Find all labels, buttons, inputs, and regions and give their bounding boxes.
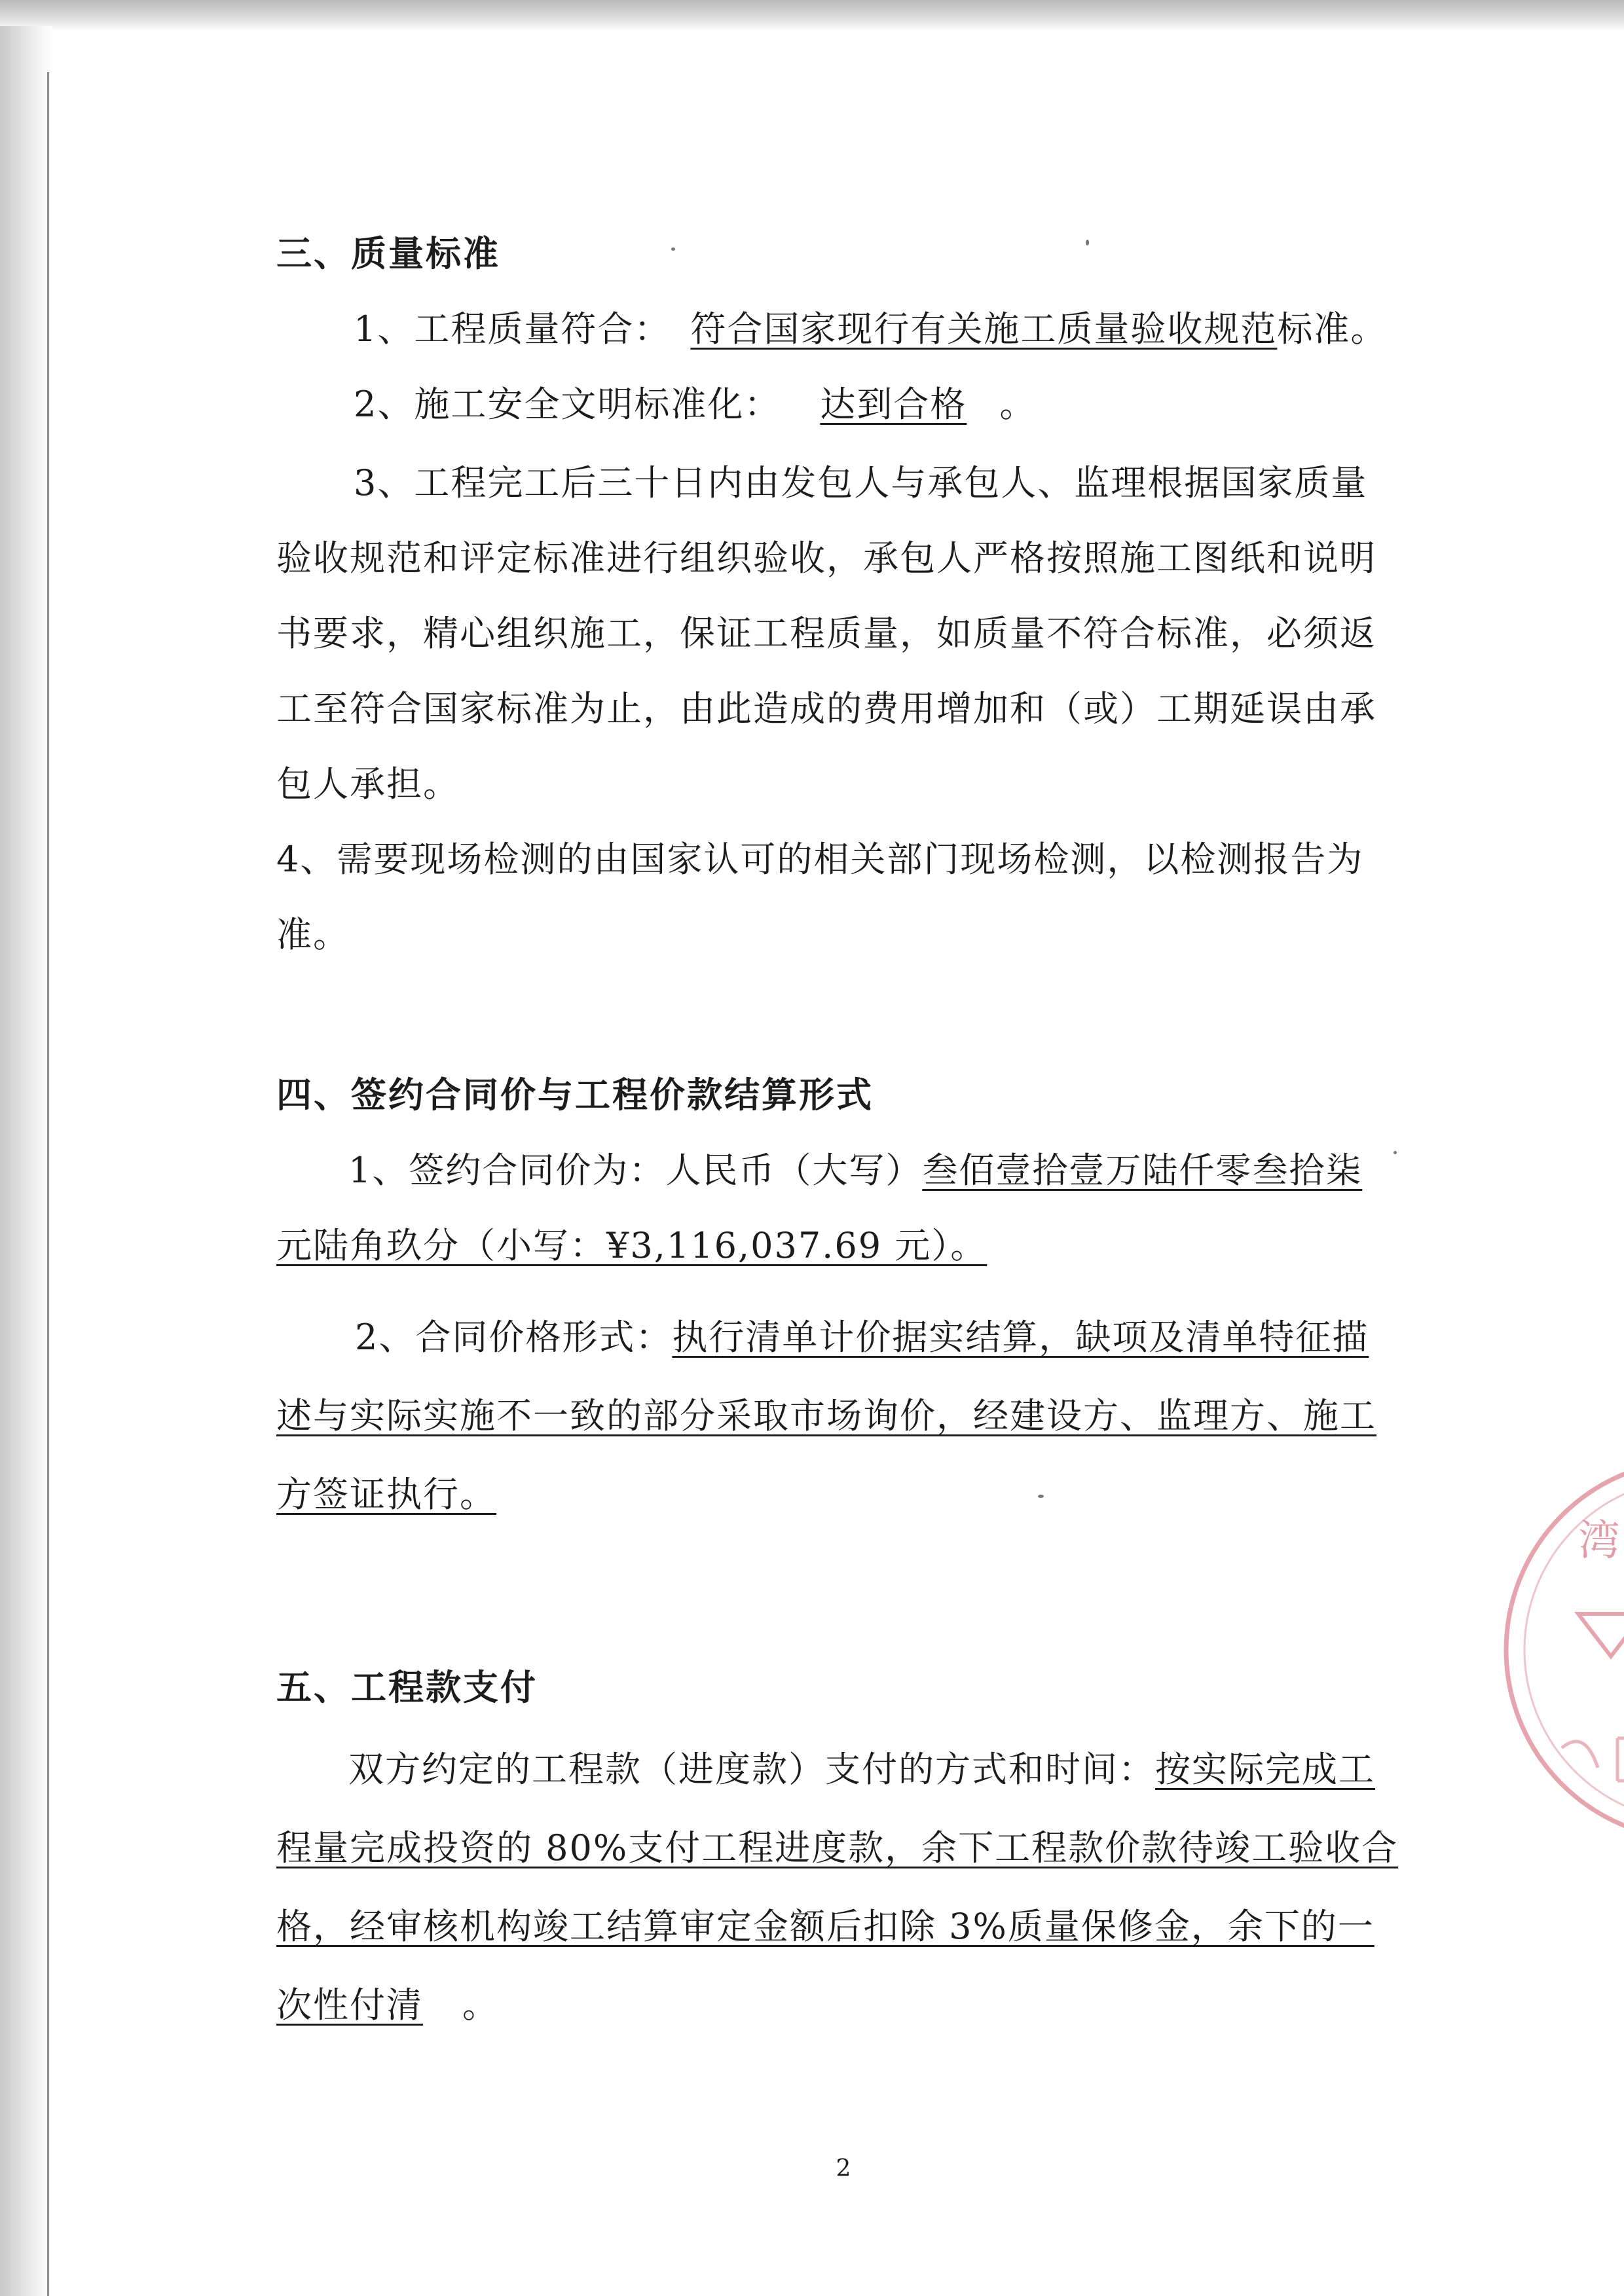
price-form-value-cont: 述与实际实施不一致的部分采取市场询价，经建设方、监理方、施工 — [276, 1395, 1376, 1436]
quality-item-2-label: 2、施工安全文明标准化： — [354, 384, 781, 425]
price-form-line — [355, 1311, 1547, 1364]
contract-price-amount-cont: 元陆角玖分（小写：¥3,116,037.69 元）。 — [276, 1225, 987, 1266]
quality-item-1-suffix: 标准。 — [1277, 308, 1388, 350]
contract-price-label: 1、签约合同价为：人民币（大写） — [348, 1150, 923, 1191]
contract-price-amount: 叁佰壹拾壹万陆仟零叁拾柒 — [922, 1150, 1363, 1191]
quality-item-1-value: 符合国家现行有关施工质量验收规范 — [690, 308, 1278, 350]
quality-item-3-line: 验收规范和评定标准进行组织验收，承包人严格按照施工图纸和说明 — [276, 538, 1376, 579]
payment-line-3 — [276, 1901, 1468, 1953]
scan-shadow-top — [0, 0, 1624, 31]
page-number: 2 — [836, 2155, 851, 2182]
price-form-label: 2、合同价格形式： — [355, 1317, 673, 1358]
scan-speck — [1086, 240, 1089, 246]
quality-item-1 — [354, 303, 1545, 355]
quality-item-2-suffix: 。 — [999, 384, 1037, 425]
payment-terms-cont: 程量完成投资的 80%支付工程进度款，余下工程款价款待竣工验收合 — [276, 1827, 1399, 1868]
quality-item-3-line: 工至符合国家标准为止，由此造成的费用增加和（或）工期延误由承 — [276, 688, 1376, 729]
contract-price-line — [348, 1144, 1540, 1197]
quality-item-3-line: 包人承担。 — [276, 763, 460, 805]
official-seal-partial — [1500, 1440, 1624, 1859]
payment-terms-cont: 次性付清 — [276, 1984, 423, 2026]
section-heading-payment: 五、工程款支付 — [276, 1667, 538, 1708]
document-page — [52, 31, 1624, 2296]
quality-item-4-line: 4、需要现场检测的由国家认可的相关部门现场检测，以检测报告为 — [276, 839, 1364, 880]
price-form-value: 执行清单计价据实结算，缺项及清单特征描 — [672, 1317, 1369, 1358]
section-heading-contract-price: 四、签约合同价与工程价款结算形式 — [276, 1074, 874, 1116]
payment-label: 双方约定的工程款（进度款）支付的方式和时间： — [348, 1749, 1155, 1790]
seal-character: 湾 — [1578, 1517, 1620, 1565]
payment-line-2 — [276, 1822, 1468, 1874]
payment-terms-cont: 格，经审核机构竣工结算审定金额后扣除 3%质量保修金，余下的一 — [276, 1906, 1375, 1947]
quality-item-2 — [354, 378, 1545, 431]
scan-speck — [1038, 1495, 1044, 1498]
section-heading-quality: 三、质量标准 — [276, 233, 500, 274]
payment-line-4 — [276, 1979, 1468, 2032]
scan-speck — [1393, 1151, 1397, 1154]
page-edge — [47, 72, 49, 2296]
payment-line-1 — [348, 1743, 1540, 1796]
quality-item-1-label: 1、工程质量符合： — [354, 308, 671, 350]
payment-terms: 按实际完成工 — [1155, 1749, 1375, 1790]
quality-item-3-line: 书要求，精心组织施工，保证工程质量，如质量不符合标准，必须返 — [276, 613, 1376, 654]
payment-suffix: 。 — [462, 1984, 499, 2026]
contract-price-line-2 — [276, 1220, 1468, 1272]
quality-item-3-line: 3、工程完工后三十日内由发包人与承包人、监理根据国家质量 — [354, 462, 1368, 503]
scan-speck — [671, 247, 675, 251]
quality-item-4-line: 准。 — [276, 914, 350, 955]
scan-shadow-left — [0, 26, 52, 2296]
price-form-line-2 — [276, 1390, 1468, 1442]
quality-item-2-value: 达到合格 — [820, 384, 967, 425]
price-form-line-3 — [276, 1468, 1468, 1521]
price-form-value-cont: 方签证执行。 — [276, 1474, 496, 1515]
